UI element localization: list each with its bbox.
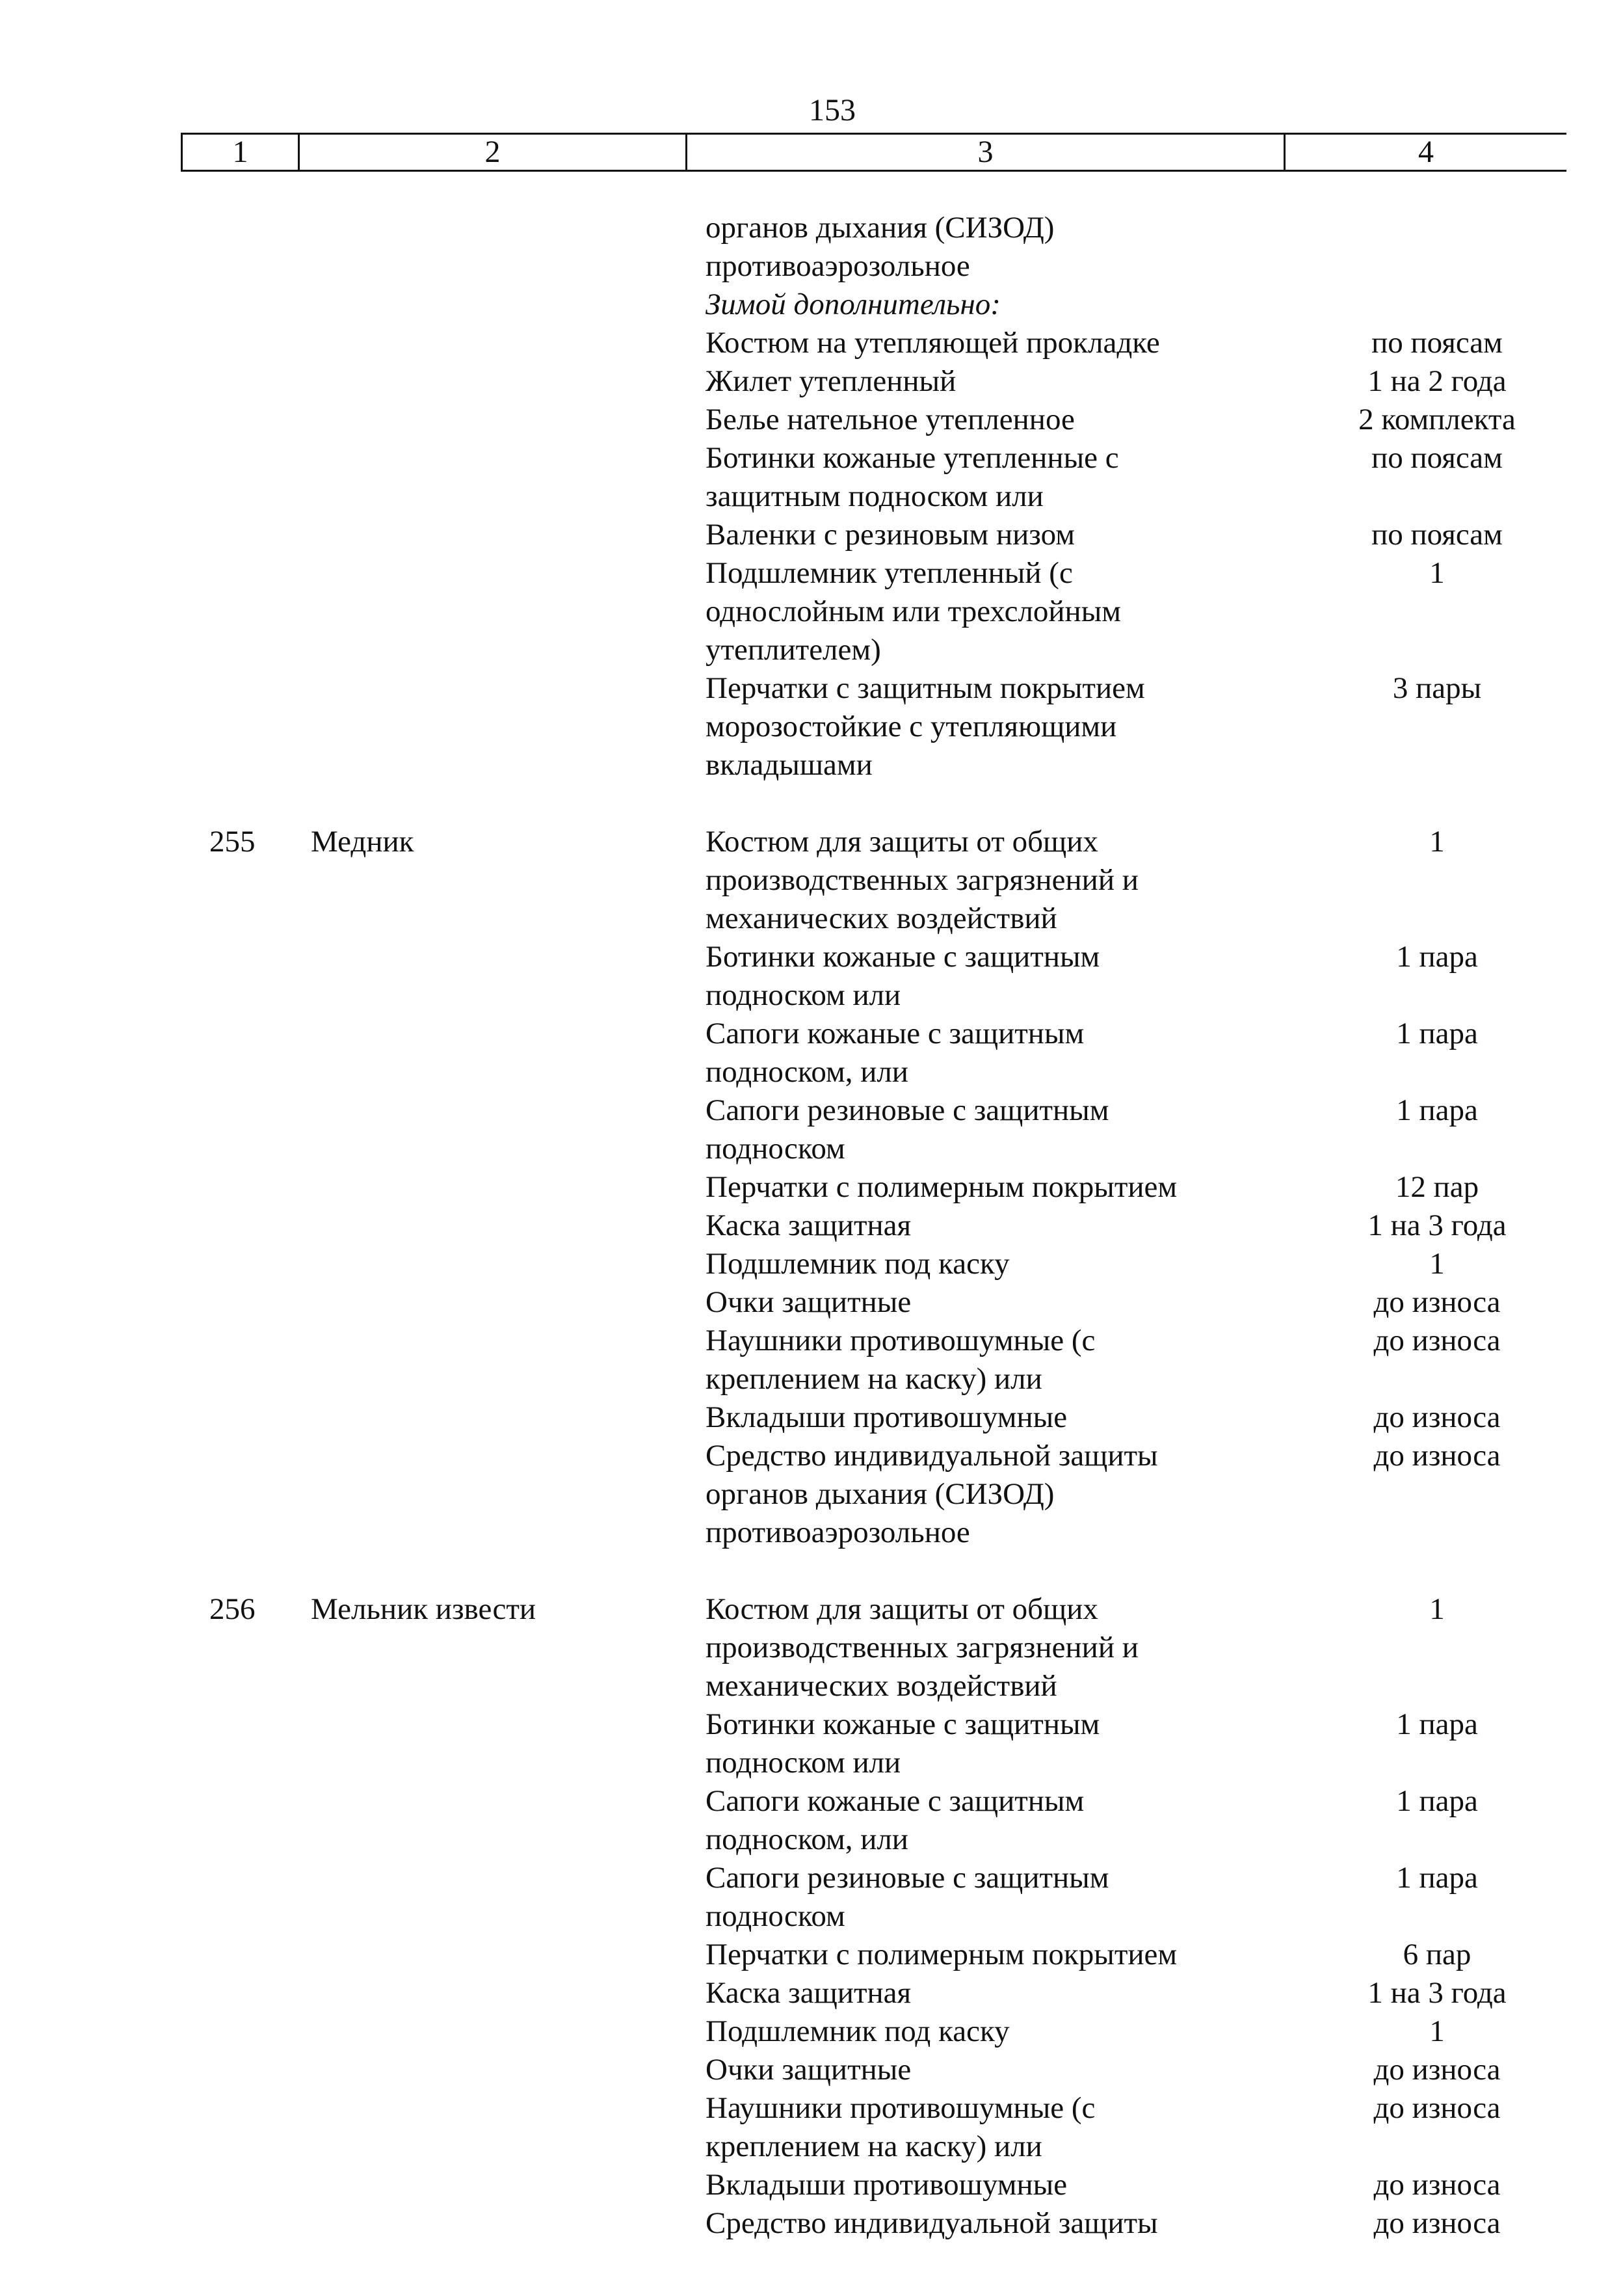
entry-1-item-1-line-1: подноском или <box>706 1746 901 1780</box>
entry-1-item-3-qty: 1 пара <box>1396 1861 1478 1895</box>
header-col-2: 2 <box>300 135 687 170</box>
header-col-4: 4 <box>1418 135 1434 169</box>
entry-0-item-0-qty: 1 <box>1429 825 1445 859</box>
entry-1-item-1-qty: 1 пара <box>1396 1707 1478 1741</box>
header-col-1: 1 <box>183 135 300 170</box>
entry-0-item-3-qty: 1 пара <box>1396 1093 1478 1127</box>
continuation-item-7-line-1: однослойным или трехслойным <box>706 594 1122 628</box>
entry-0-item-1-qty: 1 пара <box>1396 940 1478 974</box>
entry-0-item-8-qty: до износа <box>1373 1324 1501 1357</box>
continuation-item-4-qty: 2 комплекта <box>1358 403 1516 436</box>
entry-1-item-9-line-0: Вкладыши противошумные <box>706 2168 1068 2202</box>
entry-1-item-1-line-0: Ботинки кожаные с защитным <box>706 1707 1100 1741</box>
entry-1-item-2-line-1: подноском, или <box>706 1822 908 1856</box>
continuation-item-5-line-1: защитным подноском или <box>706 479 1044 513</box>
entry-0-item-2-qty: 1 пара <box>1396 1017 1478 1050</box>
continuation-item-8-line-0: Перчатки с защитным покрытием <box>706 671 1145 705</box>
entry-0-item-10-line-2: противоаэрозольное <box>706 1515 970 1549</box>
entry-0-item-7-qty: до износа <box>1373 1285 1501 1319</box>
entry-1-item-10-line-0: Средство индивидуальной защиты <box>706 2206 1158 2240</box>
entry-0-number: 255 <box>209 825 256 859</box>
entry-0-item-5-qty: 1 на 3 года <box>1367 1208 1507 1242</box>
entry-1-item-7-qty: до износа <box>1373 2053 1501 2087</box>
continuation-item-5-qty: по поясам <box>1371 441 1503 475</box>
continuation-item-1-line-0: Зимой дополнительно: <box>706 287 1001 321</box>
entry-1-number: 256 <box>209 1592 256 1626</box>
continuation-item-2-line-0: Костюм на утепляющей прокладке <box>706 326 1160 360</box>
continuation-item-3-line-0: Жилет утепленный <box>706 364 957 398</box>
entry-0-item-3-line-1: подноском <box>706 1132 845 1166</box>
entry-0-item-6-line-0: Подшлемник под каску <box>706 1247 1010 1281</box>
entry-0-item-4-line-0: Перчатки с полимерным покрытием <box>706 1170 1178 1204</box>
continuation-item-0-line-0: органов дыхания (СИЗОД) <box>706 211 1055 245</box>
entry-0-item-10-qty: до износа <box>1373 1439 1501 1473</box>
entry-1-item-8-line-0: Наушники противошумные (с <box>706 2091 1096 2125</box>
entry-1-item-2-qty: 1 пара <box>1396 1784 1478 1818</box>
entry-1-item-10-qty: до износа <box>1373 2206 1501 2240</box>
entry-0-item-9-qty: до износа <box>1373 1400 1501 1434</box>
entry-0-item-3-line-0: Сапоги резиновые с защитным <box>706 1093 1109 1127</box>
entry-1-item-7-line-0: Очки защитные <box>706 2053 912 2087</box>
continuation-item-6-line-0: Валенки с резиновым низом <box>706 518 1075 552</box>
entry-1-item-6-line-0: Подшлемник под каску <box>706 2014 1010 2048</box>
entry-1-item-0-qty: 1 <box>1429 1592 1445 1626</box>
page-number: 153 <box>809 93 856 127</box>
continuation-item-5-line-0: Ботинки кожаные утепленные с <box>706 441 1119 475</box>
entry-0-item-1-line-1: подноском или <box>706 978 901 1012</box>
entry-1-item-3-line-1: подноском <box>706 1899 845 1933</box>
entry-1-profession: Мельник извести <box>311 1592 536 1626</box>
table-header <box>181 133 1566 172</box>
entry-0-item-10-line-0: Средство индивидуальной защиты <box>706 1439 1158 1473</box>
entry-0-item-2-line-0: Сапоги кожаные с защитным <box>706 1017 1085 1050</box>
continuation-item-8-line-2: вкладышами <box>706 748 873 782</box>
entry-1-item-9-qty: до износа <box>1373 2168 1501 2202</box>
entry-0-item-10-line-1: органов дыхания (СИЗОД) <box>706 1477 1055 1511</box>
entry-0-item-6-qty: 1 <box>1429 1247 1445 1281</box>
continuation-item-8-qty: 3 пары <box>1392 671 1482 705</box>
entry-0-item-7-line-0: Очки защитные <box>706 1285 912 1319</box>
entry-1-item-5-qty: 1 на 3 года <box>1367 1976 1507 2010</box>
continuation-item-2-qty: по поясам <box>1371 326 1503 360</box>
header-col-3: 3 <box>687 135 1286 170</box>
entry-0-profession: Медник <box>311 825 414 859</box>
continuation-item-7-line-0: Подшлемник утепленный (с <box>706 556 1073 590</box>
entry-1-item-4-qty: 6 пар <box>1403 1938 1471 1971</box>
entry-0-item-1-line-0: Ботинки кожаные с защитным <box>706 940 1100 974</box>
entry-0-item-4-qty: 12 пар <box>1395 1170 1479 1204</box>
entry-0-item-2-line-1: подноском, или <box>706 1055 908 1089</box>
continuation-item-7-qty: 1 <box>1429 556 1445 590</box>
entry-1-item-2-line-0: Сапоги кожаные с защитным <box>706 1784 1085 1818</box>
entry-1-item-4-line-0: Перчатки с полимерным покрытием <box>706 1938 1178 1971</box>
entry-1-item-6-qty: 1 <box>1429 2014 1445 2048</box>
entry-0-item-0-line-0: Костюм для защиты от общих <box>706 825 1098 859</box>
continuation-item-7-line-2: утеплителем) <box>706 633 881 667</box>
continuation-item-0-line-1: противоаэрозольное <box>706 249 970 283</box>
entry-0-item-0-line-1: производственных загрязнений и <box>706 863 1139 897</box>
continuation-item-6-qty: по поясам <box>1371 518 1503 552</box>
entry-1-item-0-line-2: механических воздействий <box>706 1669 1057 1703</box>
entry-0-item-9-line-0: Вкладыши противошумные <box>706 1400 1068 1434</box>
entry-0-item-0-line-2: механических воздействий <box>706 901 1057 935</box>
continuation-item-4-line-0: Белье нательное утепленное <box>706 403 1075 436</box>
entry-0-item-8-line-1: креплением на каску) или <box>706 1362 1042 1396</box>
entry-1-item-3-line-0: Сапоги резиновые с защитным <box>706 1861 1109 1895</box>
entry-1-item-8-line-1: креплением на каску) или <box>706 2129 1042 2163</box>
continuation-item-8-line-1: морозостойкие с утепляющими <box>706 710 1117 743</box>
entry-0-item-8-line-0: Наушники противошумные (с <box>706 1324 1096 1357</box>
entry-0-item-5-line-0: Каска защитная <box>706 1208 912 1242</box>
entry-1-item-0-line-0: Костюм для защиты от общих <box>706 1592 1098 1626</box>
entry-1-item-5-line-0: Каска защитная <box>706 1976 912 2010</box>
continuation-item-3-qty: 1 на 2 года <box>1367 364 1507 398</box>
entry-1-item-8-qty: до износа <box>1373 2091 1501 2125</box>
entry-1-item-0-line-1: производственных загрязнений и <box>706 1631 1139 1664</box>
